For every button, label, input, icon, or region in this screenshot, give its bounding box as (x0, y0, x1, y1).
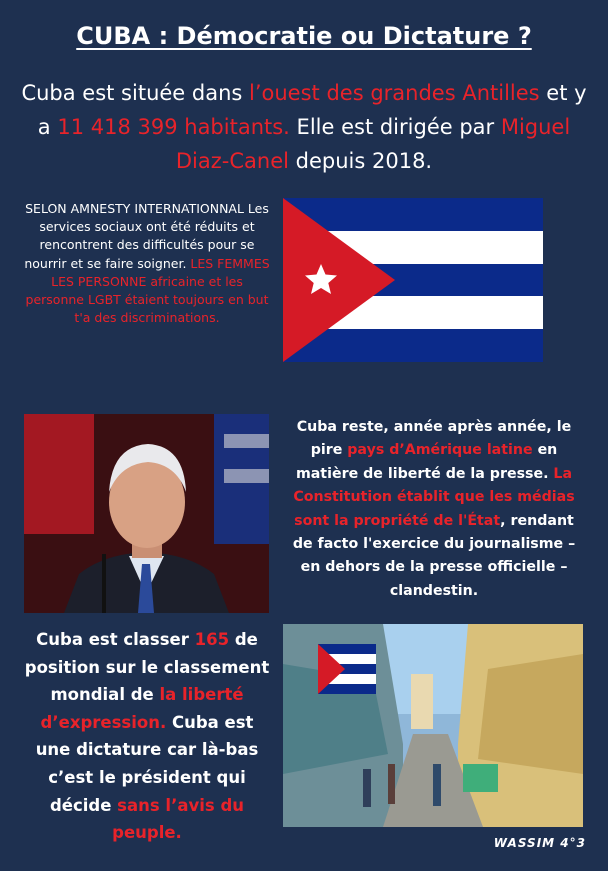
intro-highlight-population: 11 418 399 habitants. (57, 115, 290, 139)
president-portrait-image (24, 414, 269, 613)
intro-text-3: Elle est dirigée par (289, 115, 501, 139)
ranking-highlight-people: sans l’avis du peuple. (112, 795, 245, 843)
ranking-text-1: Cuba est classer (36, 630, 195, 649)
ranking-highlight-rank: 165 (194, 630, 230, 649)
ranking-highlight-freedom: la liberté d’expression. (40, 685, 244, 732)
intro-text-1: Cuba est située dans (21, 81, 250, 105)
distant-tower (411, 674, 433, 729)
flag-stripe-5 (283, 329, 543, 362)
ranking-paragraph (22, 626, 272, 847)
intro-text-2: et y a (37, 81, 587, 139)
green-car (463, 764, 498, 792)
intro-text-4: depuis 2018. (288, 149, 433, 173)
amnesty-text: SELON AMNESTY INTERNATIONNAL Les services sociaux ont été réduits et rencontrent des difficultés pour se nourrir et se faire soigner. (24, 201, 269, 271)
press-highlight-constitution: La Constitution établit que les médias sont la propriété de l'État (293, 465, 575, 529)
havana-street-image (283, 624, 583, 827)
press-freedom-paragraph (284, 416, 584, 603)
intro-highlight-president: Miguel Diaz-Canel (175, 115, 571, 173)
press-highlight-region: pays d’Amérique latine (347, 442, 533, 459)
press-text-2: en matière de liberté de la presse. (295, 442, 558, 482)
page-title: CUBA : Démocratie ou Dictature ? (76, 22, 532, 50)
ranking-text-3: Cuba est une dictature car là-bas c’est le président qui décide (35, 712, 259, 815)
microphone (102, 554, 106, 613)
intro-highlight-location: l’ouest des grandes Antilles (249, 81, 540, 105)
amnesty-paragraph (22, 200, 272, 327)
press-text-3: , rendant de facto l'exercice du journalisme – en dehors de la presse officielle – clandestin. (292, 512, 576, 599)
flag-stripe-1 (283, 198, 543, 231)
intro-paragraph (20, 76, 588, 178)
ranking-text-2: de position sur le classement mondial de (24, 630, 270, 705)
amnesty-highlight: LES FEMMES LES PERSONNE africaine et les personne LGBT étaient toujours en but t'a des discriminations. (25, 255, 270, 326)
background-flag-red (24, 414, 94, 534)
author-signature: WASSIM 4°3 (493, 836, 586, 850)
cuba-flag-image (283, 198, 543, 362)
press-text-1: Cuba reste, année après année, le pire (296, 419, 572, 459)
